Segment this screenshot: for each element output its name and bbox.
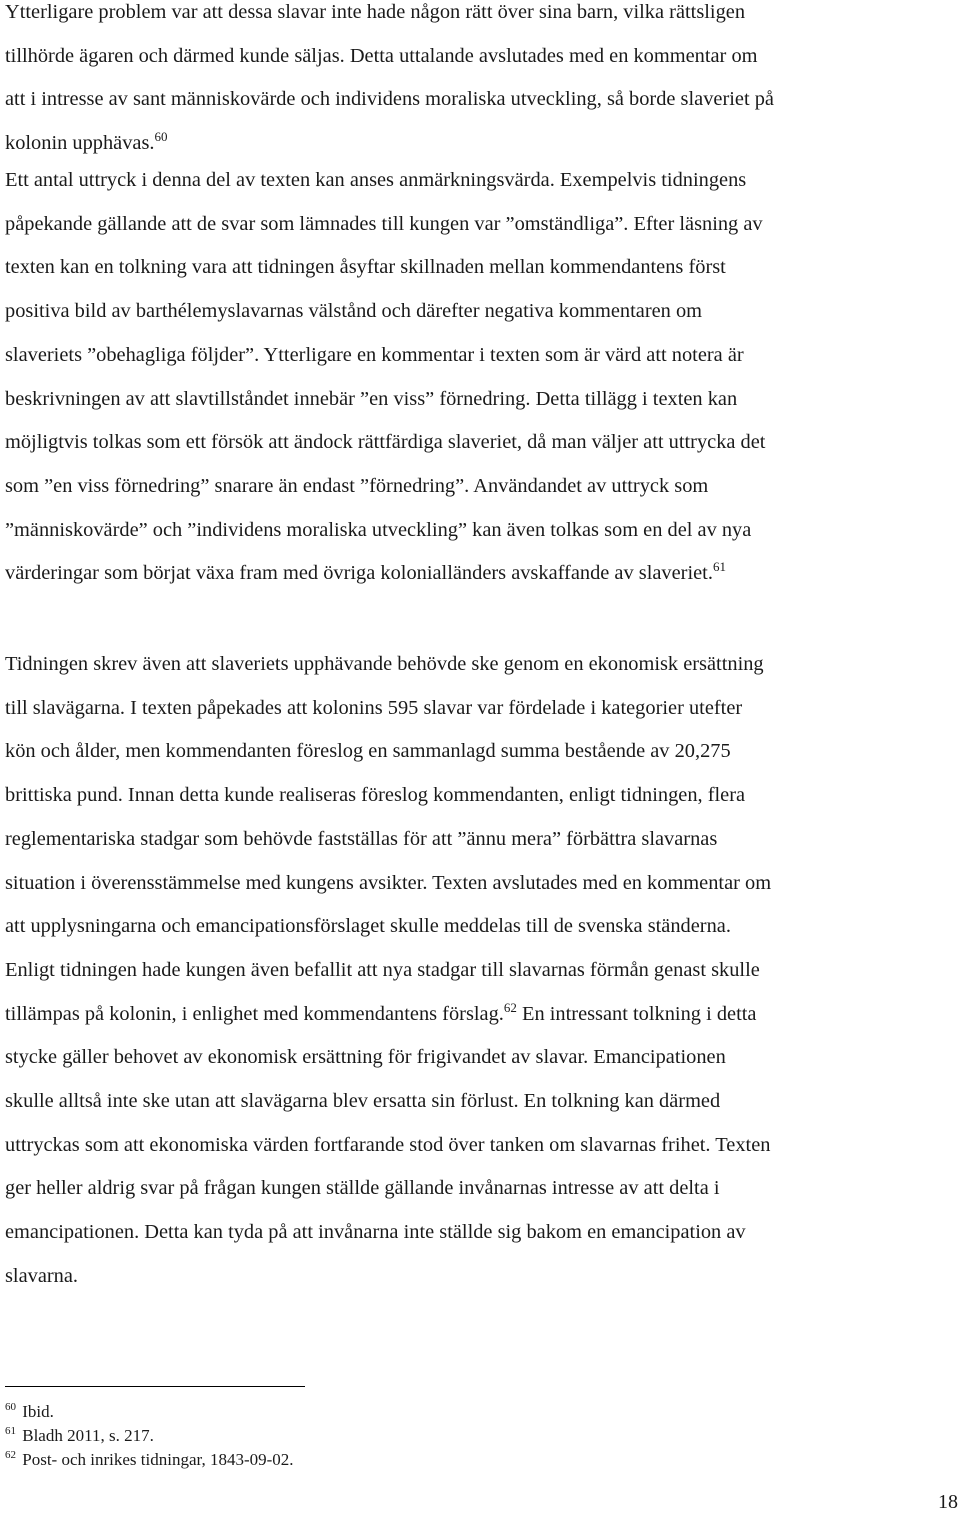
page-number: 18 bbox=[938, 1491, 958, 1513]
text-line: skulle alltså inte ske utan att slavägarna blev ersatta sin förlust. En tolkning kan därmed bbox=[5, 1090, 721, 1113]
footnote-number: 60 bbox=[5, 1401, 16, 1414]
text-line: som ”en viss förnedring” snarare än endast ”förnedring”. Användandet av uttryck som bbox=[5, 474, 709, 497]
text-line: slavarna. bbox=[5, 1264, 79, 1287]
text-line: tillhörde ägaren och därmed kunde säljas. Detta uttalande avslutades med en kommentar om bbox=[5, 44, 758, 67]
text-line: möjligtvis tolkas som ett försök att ändock rättfärdiga slaveriet, då man väljer att uttrycka det bbox=[5, 431, 766, 454]
text-line: uttryckas som att ekonomiska värden fortfarande stod över tanken om slavarnas frihet. Texten bbox=[5, 1133, 771, 1156]
text-line: beskrivningen av att slavtillståndet innebär ”en viss” förnedring. Detta tillägg i texten kan bbox=[5, 387, 738, 410]
text-line: Ytterligare problem var att dessa slavar inte hade någon rätt över sina barn, vilka rättsligen bbox=[5, 1, 746, 23]
footnote-ref: 62 bbox=[503, 999, 517, 1015]
footnote-61 bbox=[5, 1424, 705, 1448]
text-line: stycke gäller behovet av ekonomisk ersättning för frigivandet av slavar. Emancipationen bbox=[5, 1046, 726, 1069]
text-line: situation i överensstämmelse med kungens avsikter. Texten avslutades med en kommentar om bbox=[5, 871, 772, 894]
paragraph-1 bbox=[5, 0, 959, 166]
text-line: Ett antal uttryck i denna del av texten kan anses anmärkningsvärda. Exempelvis tidningens bbox=[5, 169, 747, 191]
text-line: Enligt tidningen hade kungen även befallit att nya stadgar till slavarnas förmån genast skulle bbox=[5, 958, 760, 981]
text-line: texten kan en tolkning vara att tidningen åsyftar skillnaden mellan kommendantens först bbox=[5, 256, 726, 279]
paragraph-2 bbox=[5, 159, 959, 596]
footnote-text: Post- och inrikes tidningar, 1843-09-02. bbox=[22, 1450, 294, 1469]
text-line: positiva bild av barthélemyslavarnas välstånd och därefter negativa kommentaren om bbox=[5, 300, 703, 323]
footnote-62 bbox=[5, 1448, 705, 1472]
footnotes bbox=[5, 1400, 705, 1472]
text-line: Tidningen skrev även att slaveriets upphävande behövde ske genom en ekonomisk ersättning bbox=[5, 653, 764, 675]
footnote-separator bbox=[5, 1386, 305, 1387]
footnote-ref: 60 bbox=[154, 129, 168, 145]
text-line: reglementariska stadgar som behövde fastställas för att ”ännu mera” förbättra slavarnas bbox=[5, 827, 718, 850]
footnote-60 bbox=[5, 1400, 705, 1424]
text-line: att upplysningarna och emancipationsförslaget skulle meddelas till de svenska ständerna. bbox=[5, 915, 731, 938]
text-line: kön och ålder, men kommendanten föreslog en sammanlagd summa bestående av 20,275 bbox=[5, 740, 731, 763]
footnote-text: Bladh 2011, s. 217. bbox=[22, 1426, 154, 1445]
text-segment: värderingar som börjat växa fram med övriga kolonialländers avskaffande av slaveriet. bbox=[5, 562, 713, 585]
text-segment: kolonin upphävas. bbox=[5, 132, 155, 155]
footnote-text: Ibid. bbox=[22, 1402, 54, 1421]
text-line: brittiska pund. Innan detta kunde realiseras föreslog kommendanten, enligt tidningen, flera bbox=[5, 784, 746, 807]
text-line: till slavägarna. I texten påpekades att kolonins 595 slavar var fördelade i kategorier utefter bbox=[5, 696, 743, 719]
footnote-number: 61 bbox=[5, 1425, 16, 1438]
text-line: emancipationen. Detta kan tyda på att invånarna inte ställde sig bakom en emancipation av bbox=[5, 1221, 746, 1244]
text-line: slaveriets ”obehagliga följder”. Ytterligare en kommentar i texten som är värd att notera är bbox=[5, 343, 744, 366]
text-line: ”människovärde” och ”individens moraliska utveckling” kan även tolkas som en del av nya bbox=[5, 518, 752, 541]
text-line: att i intresse av sant människovärde och individens moraliska utveckling, så borde slaveriet på bbox=[5, 88, 774, 111]
text-line bbox=[5, 993, 959, 1037]
text-line: ger heller aldrig svar på frågan kungen ställde gällande invånarnas intresse av att delta i bbox=[5, 1177, 720, 1200]
text-line bbox=[5, 552, 959, 596]
text-line: påpekande gällande att de svar som lämnades till kungen var ”omständliga”. Efter läsning av bbox=[5, 212, 763, 235]
text-segment: tillämpas på kolonin, i enlighet med kommendantens förslag. bbox=[5, 1002, 504, 1025]
paragraph-3 bbox=[5, 643, 959, 1299]
footnote-ref: 61 bbox=[712, 559, 726, 575]
footnote-number: 62 bbox=[5, 1449, 16, 1462]
text-segment: En intressant tolkning i detta bbox=[516, 1002, 757, 1025]
